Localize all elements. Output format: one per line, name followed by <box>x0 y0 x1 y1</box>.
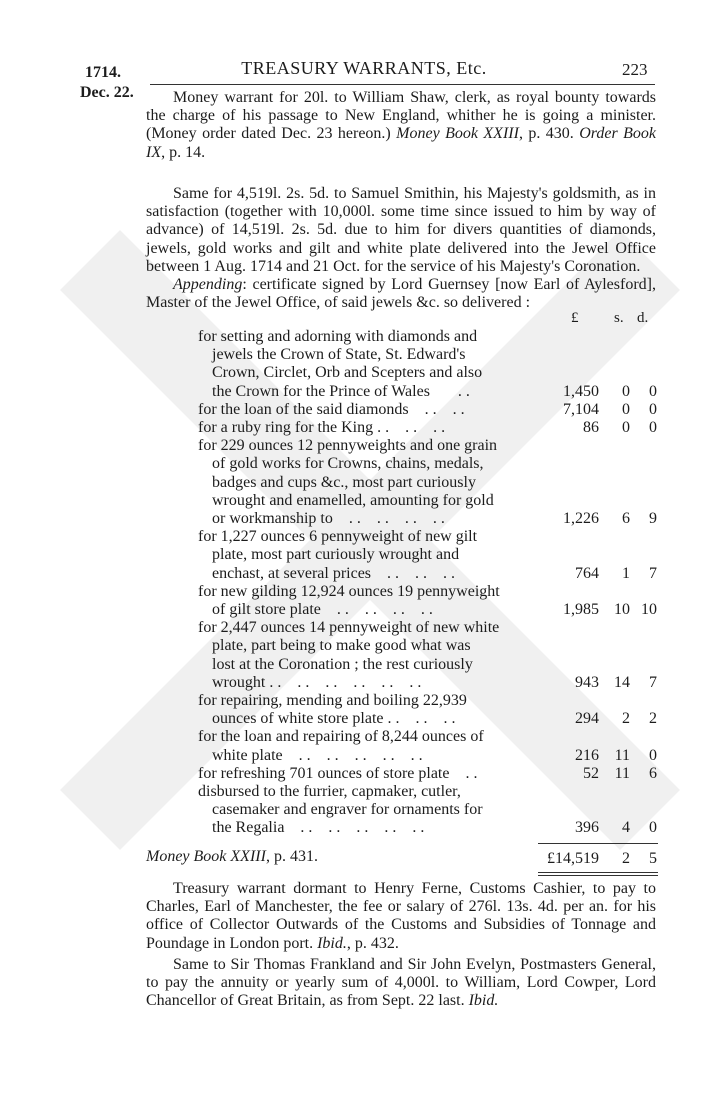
ledger-pounds: 1,450 <box>563 382 599 400</box>
ledger-shillings: 11 <box>614 764 630 782</box>
ledger-shillings: 0 <box>622 382 630 400</box>
entry-smithin: Same for 4,519l. 2s. 5d. to Samuel Smithin, his Majesty's goldsmith, as in satisfaction (together with 10,000l. some time since issued to him by way of advance) of 14,519l. 2s. 5d. due to him for divers quantities of diamonds, jewels, gold works and gilt and white plate delivered into the Jewel Office between 1 Aug. 1714 and 21 Oct. for the service of his Majesty's Coronation. <box>146 185 656 275</box>
ledger-pence: 0 <box>649 746 657 764</box>
ledger-item-line: the Regalia . . . . . . . . . . <box>212 819 425 837</box>
total-pence: 5 <box>649 849 657 867</box>
ledger-pence: 7 <box>649 673 657 691</box>
column-header-shillings: s. <box>614 310 624 326</box>
ledger-item-line: plate, part being to make good what was <box>212 637 471 655</box>
ledger-pounds: 86 <box>583 419 599 436</box>
ledger-item-description <box>198 419 538 437</box>
column-header-pence: d. <box>637 310 649 326</box>
ledger-pence: 0 <box>649 382 657 400</box>
total-pounds: £14,519 <box>547 849 599 867</box>
ledger-pence: 7 <box>649 564 657 582</box>
ledger-pence: 9 <box>649 509 657 527</box>
ledger-shillings: 14 <box>614 673 630 691</box>
ledger-shillings: 0 <box>622 400 630 418</box>
ledger-item-line: for the loan of the said diamonds . . . . <box>198 400 465 418</box>
ledger-item-line: for refreshing 701 ounces of store plate . . <box>198 764 478 782</box>
ledger-pounds: 764 <box>575 564 599 582</box>
ledger-item-description <box>198 583 538 619</box>
header-year: 1714. <box>85 64 121 81</box>
ledger-pounds: 943 <box>575 673 599 691</box>
entry-frankland: Same to Sir Thomas Frankland and Sir John Evelyn, Postmasters General, to pay the annuity or yearly sum of 4,000l. to William, Lord Cowper, Lord Chancellor of Great Britain, as from Sept. 22 last. Ibid. <box>146 956 656 1010</box>
ledger-item-line: plate, most part curiously wrought and <box>212 546 460 564</box>
ledger-shillings: 11 <box>614 746 630 764</box>
total-double-rule <box>538 872 658 873</box>
ledger-pounds: 1,226 <box>563 509 599 527</box>
ledger-item-line: of gilt store plate . . . . . . . . <box>212 601 433 618</box>
ledger-item-line: enchast, at several prices . . . . . . <box>212 564 456 582</box>
ledger-item-description <box>198 528 538 583</box>
entry-money-book-ref: Money Book XXIII, p. 431. <box>146 848 318 865</box>
ledger-item-line: for the loan and repairing of 8,244 ounces of <box>198 728 484 746</box>
ledger-item-line: the Crown for the Prince of Wales . . <box>212 382 470 400</box>
ledger-pence: 0 <box>649 819 657 837</box>
ledger-shillings: 10 <box>614 600 630 618</box>
ledger-pounds: 216 <box>575 746 599 764</box>
ledger-shillings: 6 <box>622 509 630 527</box>
ledger-item-description <box>198 728 538 764</box>
ledger-item-description <box>198 401 538 419</box>
entry-shaw: Money warrant for 20l. to William Shaw, clerk, as royal bounty towards the charge of his passage to New England, whither he is going a minister. (Money order dated Dec. 23 hereon.) Money Book XXIII, p. 430. Order Book IX, p. 14. <box>146 89 657 161</box>
ledger-item-line: for new gilding 12,924 ounces 19 pennyweight <box>198 582 500 600</box>
ledger-item-line: Crown, Circlet, Orb and Scepters and also <box>212 364 483 382</box>
ledger-pounds: 396 <box>575 819 599 837</box>
running-title: TREASURY WARRANTS, Etc. <box>241 58 487 78</box>
entry-appending: Appending: certificate signed by Lord Guernsey [now Earl of Aylesford], Master of the Jewel Office, of said jewels &c. so delivered : <box>146 276 656 312</box>
total-shillings: 2 <box>622 849 630 867</box>
margin-date: Dec. 22. <box>80 84 134 101</box>
ledger-item-line: for repairing, mending and boiling 22,939 <box>198 692 467 709</box>
ledger-item-line: wrought and enamelled, amounting for gold <box>212 491 494 509</box>
ledger-item-description <box>198 328 538 401</box>
ledger-item-line: wrought . . . . . . . . . . . . <box>212 673 422 691</box>
ledger-shillings: 0 <box>622 419 630 436</box>
ledger-item-description <box>198 765 538 783</box>
ledger-item-line: casemaker and engraver for ornaments for <box>212 801 483 819</box>
ledger-pence: 2 <box>649 710 657 728</box>
ledger-item-description <box>198 692 538 728</box>
total-double-rule <box>538 875 658 876</box>
ledger-item-line: ounces of white store plate . . . . . . <box>212 710 456 728</box>
ledger-item-line: badges and cups &c., most part curiously <box>212 473 476 491</box>
ledger-shillings: 4 <box>622 819 630 837</box>
ledger-pence: 0 <box>649 419 657 436</box>
ledger-item-description <box>198 437 538 528</box>
ledger-shillings: 1 <box>622 564 630 582</box>
ledger-item-line: white plate . . . . . . . . . . <box>212 746 423 764</box>
ledger-pence: 0 <box>649 400 657 418</box>
total-rule <box>538 843 658 844</box>
ledger-shillings: 2 <box>622 710 630 728</box>
column-header-pounds: £ <box>571 310 579 326</box>
ledger-pounds: 294 <box>575 710 599 728</box>
ledger-pence: 10 <box>641 600 657 618</box>
ledger-item-line: for 1,227 ounces 6 pennyweight of new gilt <box>198 528 478 546</box>
ledger-pence: 6 <box>649 764 657 782</box>
ledger-item-description <box>198 783 538 838</box>
ledger-item-line: for 229 ounces 12 pennyweights and one grain <box>198 437 498 455</box>
ledger-item-line: for setting and adorning with diamonds and <box>198 328 478 345</box>
ledger-item-line: lost at the Coronation ; the rest curiously <box>212 655 473 673</box>
ledger-pounds: 52 <box>583 764 599 782</box>
ledger-item-description <box>198 619 538 692</box>
header-rule <box>150 84 655 85</box>
entry-ferne: Treasury warrant dormant to Henry Ferne, Customs Cashier, to pay to Charles, Earl of Manchester, the fee or salary of 276l. 13s. 4d. per an. for his office of Collector Outwards of the Customs and Subsidies of Tonnage and Poundage in London port. Ibid., p. 432. <box>146 880 656 952</box>
ledger-item-line: of gold works for Crowns, chains, medals, <box>212 455 484 473</box>
ledger-pounds: 7,104 <box>563 400 599 418</box>
ledger-item-line: jewels the Crown of State, St. Edward's <box>212 346 466 364</box>
ledger-pounds: 1,985 <box>563 600 599 618</box>
ledger-item-line: or workmanship to . . . . . . . . <box>212 510 445 527</box>
ledger-item-line: for 2,447 ounces 14 pennyweight of new white <box>198 619 500 637</box>
ledger-item-line: disbursed to the furrier, capmaker, cutler, <box>198 783 461 800</box>
page-number: 223 <box>622 60 648 79</box>
ledger-item-line: for a ruby ring for the King . . . . . . <box>198 419 446 436</box>
